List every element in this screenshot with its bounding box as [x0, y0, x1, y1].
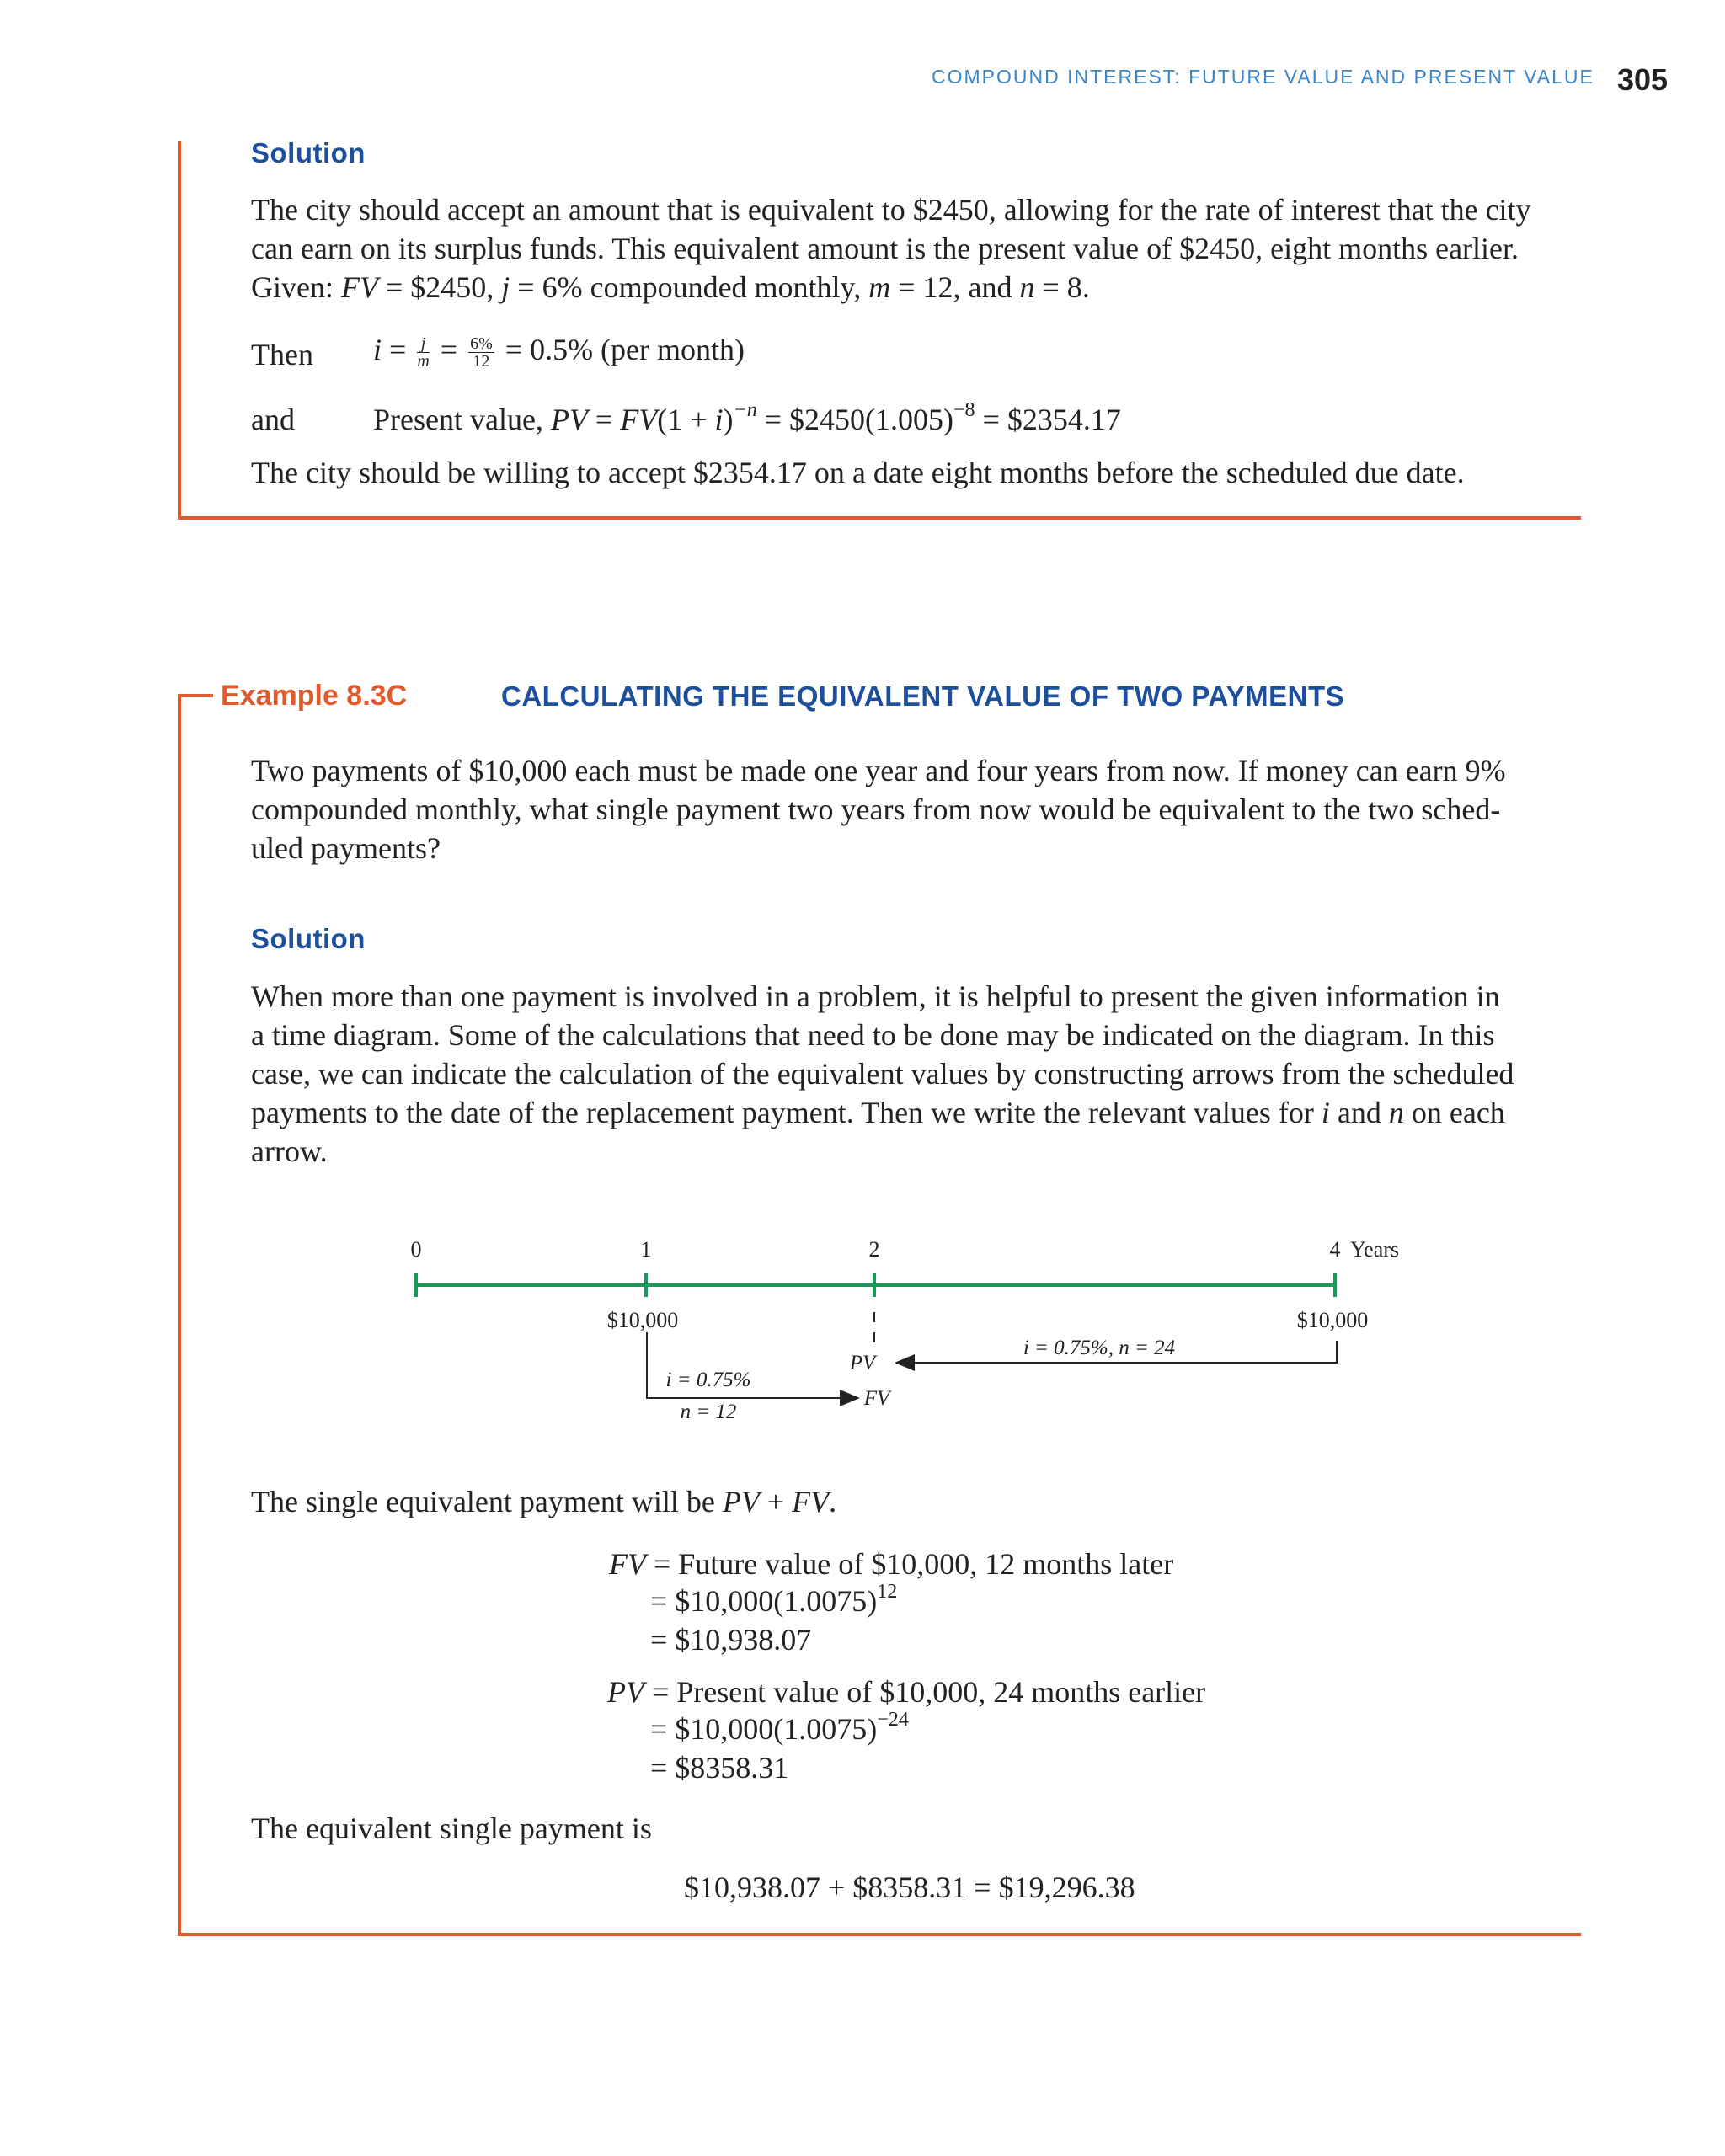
- payment-year-4: $10,000: [1296, 1308, 1369, 1332]
- solution2-line: arrow.: [251, 1134, 328, 1168]
- discount-arrow-label: i = 0.75%, n = 24: [1023, 1337, 1176, 1359]
- solution2-line: payments to the date of the replacement payment. Then we write the relevant values for i and n on each: [251, 1096, 1505, 1129]
- and-label: and: [251, 403, 295, 436]
- then-label: Then: [251, 338, 313, 371]
- payment-year-1: $10,000: [606, 1308, 679, 1332]
- time-diagram-svg: [396, 1221, 1449, 1449]
- fv-label: FV: [863, 1387, 890, 1410]
- tick-label-2: 2: [868, 1237, 880, 1262]
- solution2-line: a time diagram. Some of the calculations that need to be done may be indicated on the diagram. In this: [251, 1018, 1495, 1052]
- tick-label-4: 4: [1329, 1237, 1341, 1262]
- fv-calc-line1: FV = Future value of $10,000, 12 months later: [609, 1547, 1174, 1581]
- problem-line: uled payments?: [251, 831, 441, 865]
- example-left-rule: [178, 694, 181, 1935]
- example-title: CALCULATING THE EQUIVALENT VALUE OF TWO PAYMENTS: [501, 680, 1345, 712]
- fv-calc-line2: = $\$10,000(1.0075)^{12}$: [650, 1581, 898, 1618]
- solution1-bottom-rule: [178, 516, 1581, 520]
- example-bottom-rule: [178, 1933, 1581, 1936]
- solution1-line: can earn on its surplus funds. This equivalent amount is the present value of $2450, eight months earlier.: [251, 232, 1519, 265]
- final-result: $10,938.07 + $8358.31 = $19,296.38: [684, 1870, 1135, 1904]
- accumulate-arrow-periods: n = 12: [680, 1401, 737, 1423]
- running-header: COMPOUND INTEREST: FUTURE VALUE AND PRESENT VALUE: [932, 66, 1594, 88]
- example-label: Example 8.3C: [221, 680, 408, 712]
- pv-calc-line1: PV = Present value of $10,000, 24 months earlier: [607, 1675, 1206, 1709]
- years-label: Years: [1350, 1237, 1400, 1262]
- fv-calc-line3: = $10,938.07: [650, 1623, 812, 1657]
- equivalent-intro: The single equivalent payment will be PV + FV.: [251, 1485, 837, 1518]
- fraction-j-over-m: $\frac{j}{m}$: [417, 334, 430, 371]
- problem-line: Two payments of $10,000 each must be made one year and four years from now. If money can earn 9%: [251, 754, 1506, 787]
- solution2-line: When more than one payment is involved in a problem, it is helpful to present the given information in: [251, 979, 1500, 1013]
- pv-calc-line2: = $\$10,000(1.0075)^{-24}$: [650, 1709, 909, 1746]
- final-intro: The equivalent single payment is: [251, 1812, 652, 1845]
- tick-label-1: 1: [640, 1237, 652, 1262]
- page-number: 305: [1617, 62, 1669, 97]
- solution1-given: Given: FV = $2450, j = 6% compounded monthly, m = 12, and n = 8.: [251, 270, 1090, 304]
- problem-line: compounded monthly, what single payment two years from now would be equivalent to the two sched-: [251, 792, 1501, 826]
- time-diagram: [396, 1221, 1449, 1449]
- solution1-conclusion: The city should be willing to accept $2354.17 on a date eight months before the scheduled due date.: [251, 456, 1465, 489]
- solution2-heading: Solution: [251, 923, 366, 954]
- solution1-left-rule: [178, 141, 181, 519]
- fraction-rate: $\frac{6\%}{12}$: [470, 334, 493, 371]
- accumulate-arrow-rate: i = 0.75%: [665, 1369, 751, 1391]
- pv-label: PV: [849, 1352, 876, 1374]
- solution1-heading: Solution: [251, 137, 366, 168]
- solution1-line: The city should accept an amount that is equivalent to $2450, allowing for the rate of interest that the city: [251, 193, 1531, 227]
- tick-label-0: 0: [410, 1237, 422, 1262]
- solution2-line: case, we can indicate the calculation of the equivalent values by constructing arrows from the scheduled: [251, 1057, 1514, 1091]
- present-value-equation: Present value, PV = $FV(1 + i)^{-n}$ = $\$2450(1.005)^{-8}$ = $2354.17: [373, 399, 1121, 436]
- example-top-rule: [178, 694, 213, 697]
- pv-calc-line3: = $8358.31: [650, 1751, 789, 1785]
- rate-equation: i = $\frac{j}{m}$ = $\frac{6\%}{12}$ = 0.5% (per month): [373, 333, 745, 371]
